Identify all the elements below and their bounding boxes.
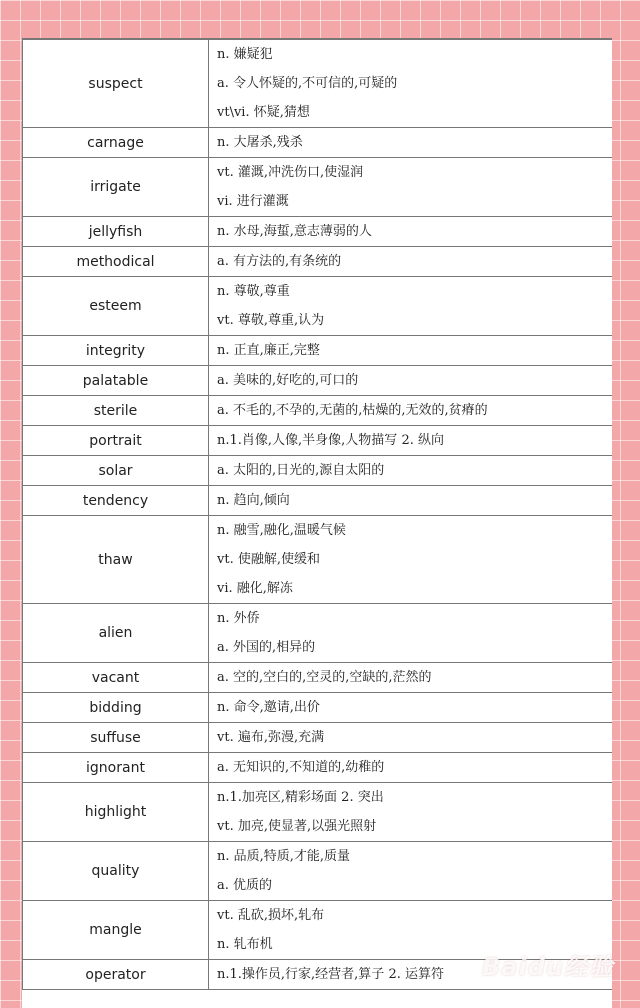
definition-line: vi. 进行灌溉 (217, 194, 289, 209)
vocab-definitions (209, 247, 613, 277)
definition-line: a. 太阳的,日光的,源自太阳的 (217, 463, 385, 478)
vocab-definitions (209, 277, 613, 336)
definition-line: n. 正直,廉正,完整 (217, 343, 320, 358)
vocab-definitions (209, 366, 613, 396)
vocab-definitions (209, 693, 613, 723)
definition-line: n. 外侨 (217, 611, 260, 626)
vocab-definitions (209, 783, 613, 842)
definition-line: a. 外国的,相异的 (217, 640, 316, 655)
vocab-row-suspect (23, 39, 613, 128)
vocab-row-irrigate (23, 158, 613, 217)
vocab-definitions (209, 516, 613, 604)
definition-line: n. 尊敬,尊重 (217, 284, 290, 299)
vocab-word: tendency (23, 486, 209, 516)
definition-line: vt\vi. 怀疑,猜想 (217, 105, 310, 120)
definition-line: n. 嫌疑犯 (217, 47, 273, 62)
vocab-row-thaw (23, 516, 613, 604)
vocab-row-sterile (23, 396, 613, 426)
vocab-word: alien (23, 604, 209, 663)
definition-line: n. 轧布机 (217, 937, 273, 952)
vocab-definitions (209, 128, 613, 158)
vocab-word: thaw (23, 516, 209, 604)
definition-line: n. 品质,特质,才能,质量 (217, 849, 351, 864)
vocab-definitions (209, 723, 613, 753)
vocab-row-vacant (23, 663, 613, 693)
definition-line: vt. 灌溉,冲洗伤口,使湿润 (217, 165, 364, 180)
definition-line: vt. 使融解,使缓和 (217, 552, 320, 567)
vocabulary-table-body (23, 39, 613, 990)
vocab-word: jellyfish (23, 217, 209, 247)
definition-line: n.1.操作员,行家,经营者,算子 2. 运算符 (217, 967, 444, 982)
definition-line: vt. 加亮,使显著,以强光照射 (217, 819, 377, 834)
vocab-word: irrigate (23, 158, 209, 217)
vocab-definitions (209, 217, 613, 247)
vocab-word: carnage (23, 128, 209, 158)
vocab-row-ignorant (23, 753, 613, 783)
baidu-watermark: Baidu经验 (482, 953, 614, 981)
vocab-word: quality (23, 842, 209, 901)
vocabulary-table (22, 38, 612, 990)
definition-line: n.1.肖像,人像,半身像,人物描写 2. 纵向 (217, 433, 444, 448)
definition-line: vt. 遍布,弥漫,充满 (217, 730, 325, 745)
vocab-word: portrait (23, 426, 209, 456)
definition-line: n. 趋向,倾向 (217, 493, 290, 508)
vocab-definitions (209, 39, 613, 128)
vocab-row-integrity (23, 336, 613, 366)
vocab-definitions (209, 486, 613, 516)
vocab-row-palatable (23, 366, 613, 396)
vocab-definitions (209, 158, 613, 217)
vocabulary-sheet (22, 38, 612, 1008)
vocab-word: operator (23, 960, 209, 990)
definition-line: a. 有方法的,有条统的 (217, 254, 342, 269)
definition-line: a. 无知识的,不知道的,幼稚的 (217, 760, 385, 775)
vocab-row-alien (23, 604, 613, 663)
definition-line: a. 令人怀疑的,不可信的,可疑的 (217, 76, 398, 91)
vocab-row-bidding (23, 693, 613, 723)
vocab-word: suspect (23, 39, 209, 128)
definition-line: n. 命令,邀请,出价 (217, 700, 320, 715)
vocab-word: solar (23, 456, 209, 486)
definition-line: n.1.加亮区,精彩场面 2. 突出 (217, 790, 384, 805)
vocab-definitions (209, 753, 613, 783)
definition-line: n. 大屠杀,残杀 (217, 135, 303, 150)
definition-line: vi. 融化,解冻 (217, 581, 293, 596)
definition-line: a. 不毛的,不孕的,无菌的,枯燥的,无效的,贫瘠的 (217, 403, 488, 418)
vocab-definitions (209, 456, 613, 486)
definition-line: n. 水母,海蜇,意志薄弱的人 (217, 224, 372, 239)
vocab-word: suffuse (23, 723, 209, 753)
vocab-definitions (209, 336, 613, 366)
vocab-definitions (209, 396, 613, 426)
vocab-word: highlight (23, 783, 209, 842)
vocab-row-jellyfish (23, 217, 613, 247)
vocab-row-portrait (23, 426, 613, 456)
vocab-word: integrity (23, 336, 209, 366)
definition-line: a. 空的,空白的,空灵的,空缺的,茫然的 (217, 670, 432, 685)
vocab-definitions (209, 842, 613, 901)
vocab-word: esteem (23, 277, 209, 336)
definition-line: vt. 乱砍,损坏,轧布 (217, 908, 325, 923)
vocab-word: ignorant (23, 753, 209, 783)
vocab-row-highlight (23, 783, 613, 842)
definition-line: a. 优质的 (217, 878, 273, 893)
vocab-definitions (209, 604, 613, 663)
vocab-word: sterile (23, 396, 209, 426)
definition-line: a. 美味的,好吃的,可口的 (217, 373, 359, 388)
vocab-row-solar (23, 456, 613, 486)
vocab-row-esteem (23, 277, 613, 336)
vocab-definitions (209, 663, 613, 693)
definition-line: vt. 尊敬,尊重,认为 (217, 313, 325, 328)
vocab-row-methodical (23, 247, 613, 277)
vocab-word: mangle (23, 901, 209, 960)
vocab-row-tendency (23, 486, 613, 516)
vocab-word: palatable (23, 366, 209, 396)
vocab-word: bidding (23, 693, 209, 723)
vocab-word: methodical (23, 247, 209, 277)
vocab-row-suffuse (23, 723, 613, 753)
definition-line: n. 融雪,融化,温暖气候 (217, 523, 346, 538)
vocab-row-quality (23, 842, 613, 901)
vocab-word: vacant (23, 663, 209, 693)
vocab-row-carnage (23, 128, 613, 158)
vocab-definitions (209, 426, 613, 456)
